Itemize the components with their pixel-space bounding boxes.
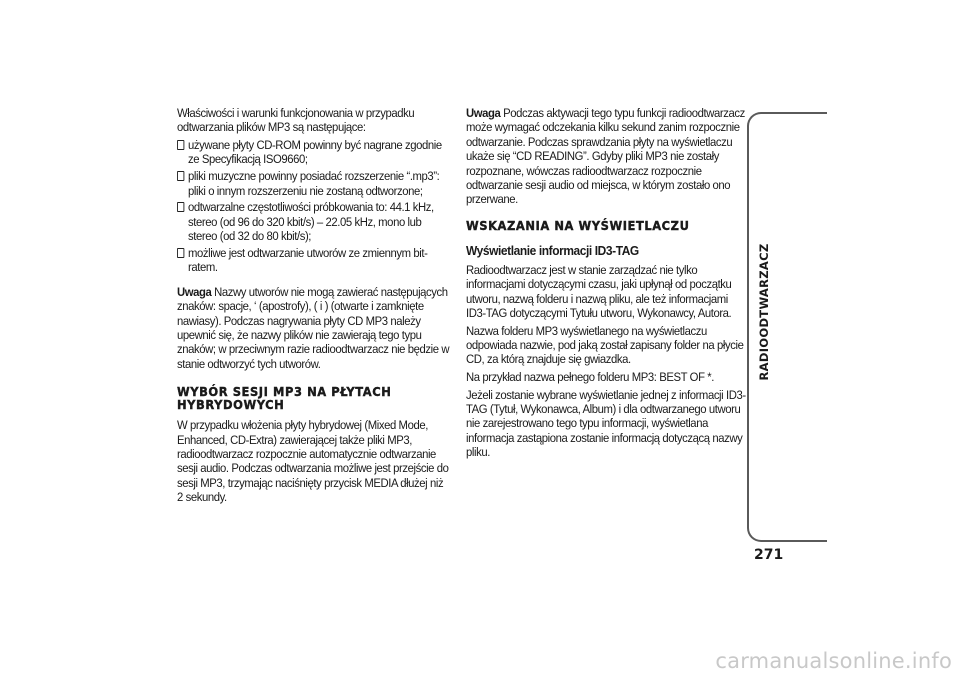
note-paragraph [466,106,748,207]
subheading: Wyświetlanie informacji ID3-TAG [466,242,639,258]
checkbox-bullet-icon [177,248,184,258]
list-item [177,138,449,167]
section-heading: WYBÓR SESJI MP3 NA PŁYTACH HYBRYDOWYCH [177,384,392,413]
section-tab-label: RADIOODTWARZACZ [757,243,771,381]
list-item [177,169,449,198]
left-column [177,106,449,508]
checkbox-bullet-icon [177,140,184,150]
note-label: Uwaga [177,284,212,299]
list-item [177,246,449,275]
list-item-text: pliki muzyczne powinny posiadać rozszerzenie “.mp3”: pliki o innym rozszerzeniu nie zostaną odtworzone; [188,169,440,198]
list-item-text: możliwe jest odtwarzanie utworów ze zmiennym bit-ratem. [188,246,428,275]
right-column [466,106,748,463]
watermark: carmanualsonline.info [715,649,952,673]
body-paragraph: Jeżeli zostanie wybrane wyświetlanie jednej z informacji ID3-TAG (Tytuł, Wykonawca, Album) i dla odtwarzanego utworu nie zarejestrowano tego typu informacji, wyświetlana informacja zastąpiona zostanie informacją dotyczącą nazwy pliku. [466,387,746,460]
list-item-text: używane płyty CD-ROM powinny być nagrane zgodnie ze Specyfikacją ISO9660; [188,138,442,167]
note-paragraph [177,285,449,371]
body-paragraph: Na przykład nazwa pełnego folderu MP3: BEST OF *. [466,370,715,385]
body-paragraph: W przypadku włożenia płyty hybrydowej (Mixed Mode, Enhanced, CD-Extra) zawierającej także pliki MP3, radioodtwarzacz rozpocznie automatycznie odtwarzanie sesji audio. Podczas odtwarzania możliwe jest przejście do sesji MP3, trzymając naciśnięty przycisk MEDIA dłużej niż 2 sekundy. [177,418,449,505]
body-paragraph: Radioodtwarzacz jest w stanie zarządzać nie tylko informacjami dotyczącymi czasu, jaki upłynął od początku utworu, nazwą folderu i nazwą pliku, ale też informacjami ID3-TAG dotyczącymi Tytułu utworu, Wykonawcy, Autora. [466,262,732,321]
note-text: Podczas aktywacji tego typu funkcji radioodtwarzacz może wymagać odczekania kilku sekund zanim rozpocznie odtwarzanie. Podczas sprawdzania płyty na wyświetlaczu ukaże się “CD READING”. Gdyby pliki MP3 nie zostały rozpoznane, wówczas radioodtwarzacz rozpocznie odtwarzanie sesji audio od miejsca, w którym zostało ono przerwane. [466,106,745,207]
section-heading: WSKAZANIA NA WYŚWIETLACZU [466,217,690,233]
checkbox-bullet-icon [177,202,184,212]
page-number: 271 [754,547,784,563]
note-text: Nazwy utworów nie mogą zawierać następujących znaków: spacje, ‘ (apostrofy), ( i ) (otwarte i zamknięte nawiasy). Podczas nagrywania płyty CD MP3 należy upewnić się, że nazwy plików nie zawierają tego typu znaków; w przeciwnym razie radioodtwarzacz nie będzie w stanie odtworzyć tych utworów. [177,284,450,371]
note-label: Uwaga [466,106,501,120]
list-item-text: odtwarzalne częstotliwości próbkowania to: 44.1 kHz, stereo (od 96 do 320 kbit/s) – 22.05 kHz, mono lub stereo (od 32 do 80 kbit/s); [188,200,434,244]
list-item [177,200,449,243]
checkbox-bullet-icon [177,171,184,181]
intro-paragraph: Właściwości i warunki funkcjonowania w przypadku odtwarzania plików MP3 są następujące: [177,106,415,135]
body-paragraph: Nazwa folderu MP3 wyświetlanego na wyświetlaczu odpowiada nazwie, pod jaką został zapisany folder na płycie CD, za którą znajduje się gwiazdka. [466,323,744,367]
